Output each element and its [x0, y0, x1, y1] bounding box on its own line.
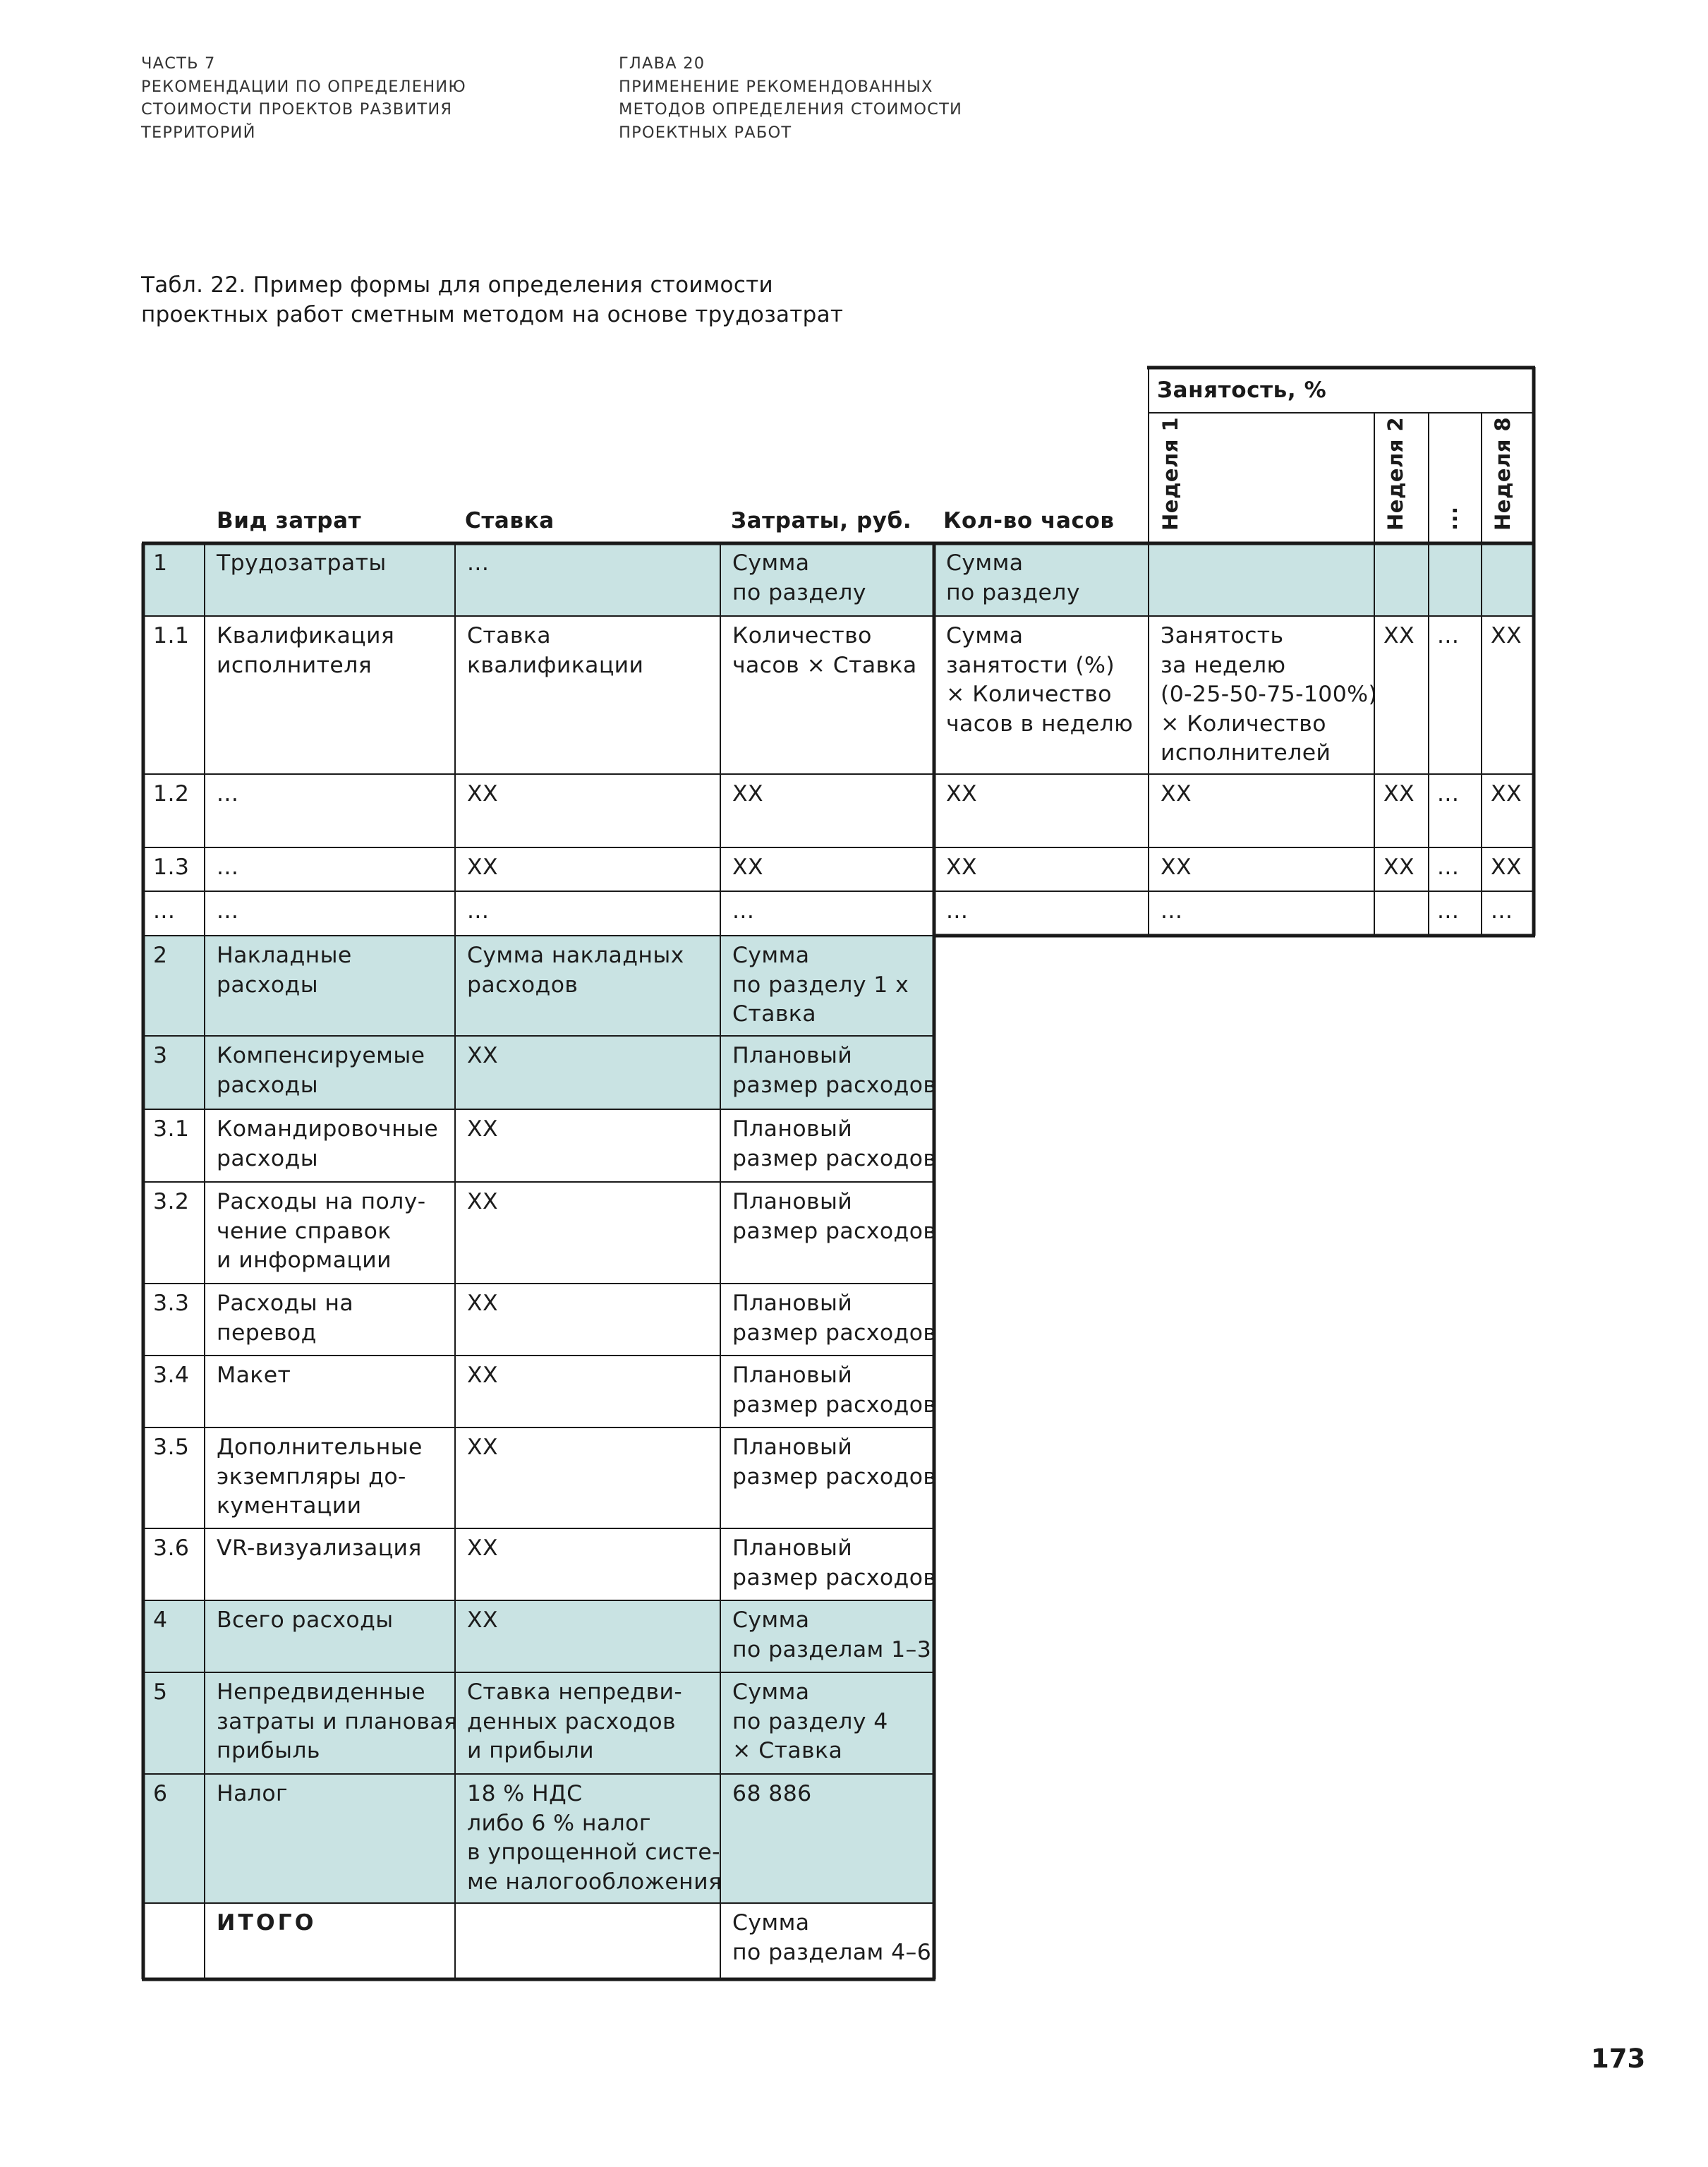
cell-w1: ... [1161, 898, 1183, 924]
cell-cost: Плановый размер расходов [732, 1363, 937, 1418]
cell-cost: Плановый размер расходов [732, 1535, 937, 1590]
header-week-ellipsis: ... [1438, 506, 1462, 531]
cell-we: ... [1437, 623, 1460, 648]
cell-rate: Сумма накладных расходов [467, 943, 684, 998]
cell-num: 3.3 [153, 1291, 190, 1316]
cell-num: 3.1 [153, 1116, 190, 1142]
cell-num: 1.3 [153, 855, 190, 880]
cell-num: 1 [153, 550, 168, 576]
cell-rate: Ставка квалификации [467, 623, 644, 678]
cell-rate: XX [467, 1607, 498, 1633]
header-rate: Ставка [465, 508, 555, 533]
cell-cost: Сумма по разделам 4–6 [732, 1910, 932, 1965]
cell-num: 4 [153, 1607, 168, 1633]
cell-num: 3 [153, 1043, 168, 1068]
header-hours: Кол-во часов [943, 508, 1115, 533]
cell-w2: XX [1383, 855, 1415, 880]
header-occupancy: Занятость, % [1157, 378, 1327, 403]
cell-cost: XX [732, 855, 763, 880]
cell-rate: ... [467, 550, 490, 576]
table-caption: Табл. 22. Пример формы для определения стоимости проектных работ сметным методом на основе трудозатрат [141, 272, 844, 327]
cell-w1: XX [1161, 781, 1192, 807]
cell-w2: XX [1383, 781, 1415, 807]
cell-we: ... [1437, 898, 1460, 924]
cell-cost: Количество часов × Ставка [732, 623, 917, 678]
cell-hours: XX [946, 855, 977, 880]
cell-w1: XX [1161, 855, 1192, 880]
cell-cost: Сумма по разделу 4 × Ставка [732, 1679, 888, 1763]
header-cost: Затраты, руб. [731, 508, 912, 533]
cell-rate: ... [467, 898, 490, 924]
cell-we: ... [1437, 855, 1460, 880]
cell-cost: Сумма по разделу [732, 550, 866, 605]
header-week-1: Неделя 1 [1158, 416, 1182, 531]
cell-type: ... [217, 855, 239, 880]
cell-rate: XX [467, 1116, 498, 1142]
cell-w8: XX [1491, 781, 1522, 807]
cell-cost: 68 886 [732, 1781, 812, 1806]
cell-cost: Сумма по разделам 1–3 [732, 1607, 932, 1662]
cell-we: ... [1437, 781, 1460, 807]
header-week-8: Неделя 8 [1491, 416, 1515, 531]
cell-type: Дополнительные экземпляры до- кументации [217, 1435, 423, 1519]
cell-rate: XX [467, 855, 498, 880]
cell-hours: Сумма по разделу [946, 550, 1080, 605]
cell-w8: XX [1491, 855, 1522, 880]
header-week-2: Неделя 2 [1383, 416, 1407, 531]
cell-type: Всего расходы [217, 1607, 394, 1633]
cell-type: Макет [217, 1363, 291, 1388]
cell-type: Расходы на перевод [217, 1291, 354, 1346]
cell-rate: XX [467, 1189, 498, 1214]
cell-num: 1.2 [153, 781, 190, 807]
cell-w8: XX [1491, 623, 1522, 648]
cell-rate: XX [467, 1291, 498, 1316]
cell-rate: XX [467, 1363, 498, 1388]
cell-num: 3.4 [153, 1363, 190, 1388]
cell-rate: XX [467, 1435, 498, 1460]
cell-type: Квалификация исполнителя [217, 623, 395, 678]
cell-type: VR-визуализация [217, 1535, 422, 1561]
cell-cost: Плановый размер расходов [732, 1291, 937, 1346]
running-head-chapter: ГЛАВА 20 ПРИМЕНЕНИЕ РЕКОМЕНДОВАННЫХ МЕТОДОВ ОПРЕДЕЛЕНИЯ СТОИМОСТИ ПРОЕКТНЫХ РАБОТ [619, 54, 963, 142]
header-cost-type: Вид затрат [217, 508, 362, 533]
cell-type: ... [217, 898, 239, 924]
cell-hours: ... [946, 898, 969, 924]
cell-rate: XX [467, 1043, 498, 1068]
cell-num: 3.2 [153, 1189, 190, 1214]
cell-type: Трудозатраты [217, 550, 387, 576]
cell-cost: XX [732, 781, 763, 807]
page-number: 173 [1591, 2044, 1646, 2074]
cell-type: Компенсируемые расходы [217, 1043, 425, 1098]
cell-w2: XX [1383, 623, 1415, 648]
cell-type: Непредвиденные затраты и плановая прибыль [217, 1679, 458, 1763]
cell-hours: Сумма занятости (%) × Количество часов в неделю [946, 623, 1134, 737]
cell-num: 1.1 [153, 623, 190, 648]
cell-type: Налог [217, 1781, 288, 1806]
cell-num: 2 [153, 943, 168, 968]
cell-num: ... [153, 898, 176, 924]
cell-num: 5 [153, 1679, 168, 1705]
cell-cost: Плановый размер расходов [732, 1189, 937, 1244]
cell-rate: 18 % НДС либо 6 % налог в упрощенной систе- ме налогообложения [467, 1781, 722, 1895]
cell-rate: XX [467, 781, 498, 807]
cell-cost: Плановый размер расходов [732, 1435, 937, 1490]
cell-cost: Сумма по разделу 1 x Ставка [732, 943, 909, 1027]
cell-w8: ... [1491, 898, 1513, 924]
running-head-part: ЧАСТЬ 7 РЕКОМЕНДАЦИИ ПО ОПРЕДЕЛЕНИЮ СТОИМОСТИ ПРОЕКТОВ РАЗВИТИЯ ТЕРРИТОРИЙ [141, 54, 466, 142]
cell-type: Командировочные расходы [217, 1116, 439, 1171]
cell-rate: Ставка непредви- денных расходов и прибыли [467, 1679, 683, 1763]
cell-type: ИТОГО [217, 1910, 317, 1936]
cell-w1: Занятость за неделю (0-25-50-75-100%) × Количество исполнителей [1161, 623, 1378, 766]
cell-type: Накладные расходы [217, 943, 352, 998]
cell-hours: XX [946, 781, 977, 807]
cell-cost: Плановый размер расходов [732, 1116, 937, 1171]
cell-rate: XX [467, 1535, 498, 1561]
cell-type: Расходы на полу- чение справок и информации [217, 1189, 426, 1273]
cell-type: ... [217, 781, 239, 807]
cell-cost: Плановый размер расходов [732, 1043, 937, 1098]
cell-num: 3.5 [153, 1435, 190, 1460]
cell-cost: ... [732, 898, 755, 924]
cell-num: 3.6 [153, 1535, 190, 1561]
cell-num: 6 [153, 1781, 168, 1806]
